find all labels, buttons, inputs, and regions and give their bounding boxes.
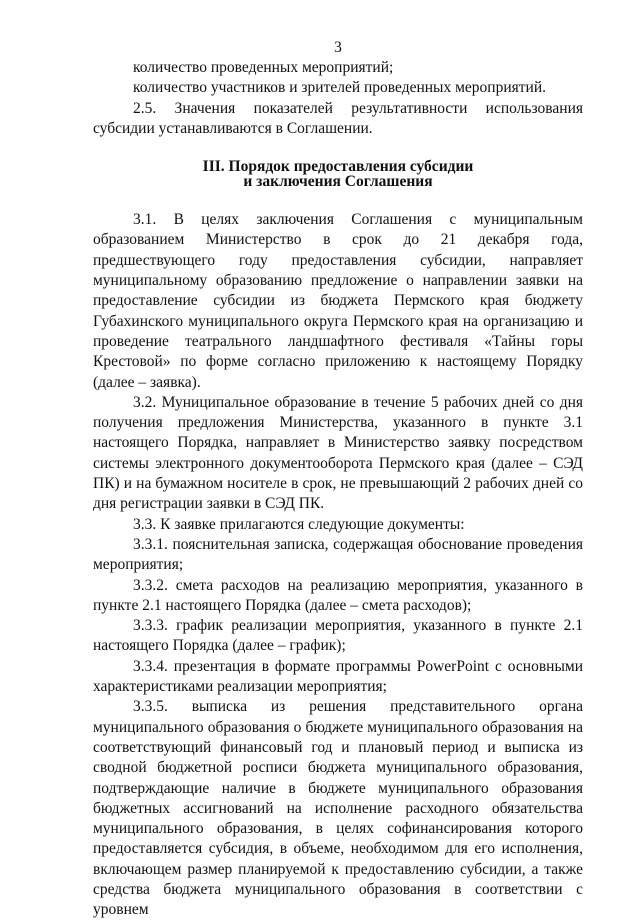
- section-heading-line-1: III. Порядок предоставления субсидии: [202, 158, 474, 176]
- paragraph-2-5: 2.5. Значения показателей результативности использования субсидии устанавливаются в Соглашении.: [93, 99, 583, 137]
- paragraph-3-3-5: 3.3.5. выписка из решения представительного органа муниципального образования о бюджете муниципального образования на соответствующий финансовый год и плановый период и выписка из сводной бюджетной росписи бюджета муниципального образования, подтверждающие наличие в бюджете муниципального образования бюджетных ассигнований на исполнение расходного обязательства муниципального образования, в целях софинансирования которого предоставляется субсидия, в объеме, необходимом для его исполнения, включающем размер планируемой к предоставлению субсидии, а также средства бюджета муниципального образования в соответствии с уровнем: [93, 698, 583, 919]
- paragraph-3-3: 3.3. К заявке прилагаются следующие документы:: [133, 515, 465, 533]
- document-body: [93, 58, 583, 921]
- paragraph-3-3-1: 3.3.1. пояснительная записка, содержащая обоснование проведения мероприятия;: [93, 535, 583, 574]
- list-item-events-count: количество проведенных мероприятий;: [133, 59, 394, 76]
- list-item-participants-count: количество участников и зрителей проведенных мероприятий.: [133, 79, 546, 97]
- section-heading-line-2: и заключения Соглашения: [243, 173, 433, 191]
- paragraph-3-3-4: 3.3.4. презентация в формате программы PowerPoint с основными характеристиками реализации мероприятия;: [93, 657, 583, 696]
- page-number: 3: [334, 39, 342, 56]
- paragraph-3-3-2: 3.3.2. смета расходов на реализацию мероприятия, указанного в пункте 2.1 настоящего Порядка (далее – смета расходов);: [93, 576, 583, 614]
- paragraph-3-1: 3.1. В целях заключения Соглашения с муниципальным образованием Министерство в срок до 21 декабря года, предшествующего году предоставления субсидии, направляет муниципальному образованию предложение о направлении заявки на предоставление субсидии из бюджета Пермского края бюджету Губахинского муниципального округа Пермского края на организацию и проведение театрального ландшафтного фестиваля «Тайны горы Крестовой» по форме согласно приложению к настоящему Порядку (далее – заявка).: [93, 211, 583, 391]
- section-heading: [93, 159, 583, 189]
- paragraph-3-2: 3.2. Муниципальное образование в течение 5 рабочих дней со дня получения предложения Министерства, указанного в пункте 3.1 настоящего Порядка, направляет в Министерство заявку посредством системы электронного документооборота Пермского края (далее – СЭД ПК) и на бумажном носителе в срок, не превышающий 2 рабочих дней со дня регистрации заявки в СЭД ПК.: [93, 393, 583, 513]
- paragraph-3-3-3: 3.3.3. график реализации мероприятия, указанного в пункте 2.1 настоящего Порядка (далее – график);: [93, 617, 583, 655]
